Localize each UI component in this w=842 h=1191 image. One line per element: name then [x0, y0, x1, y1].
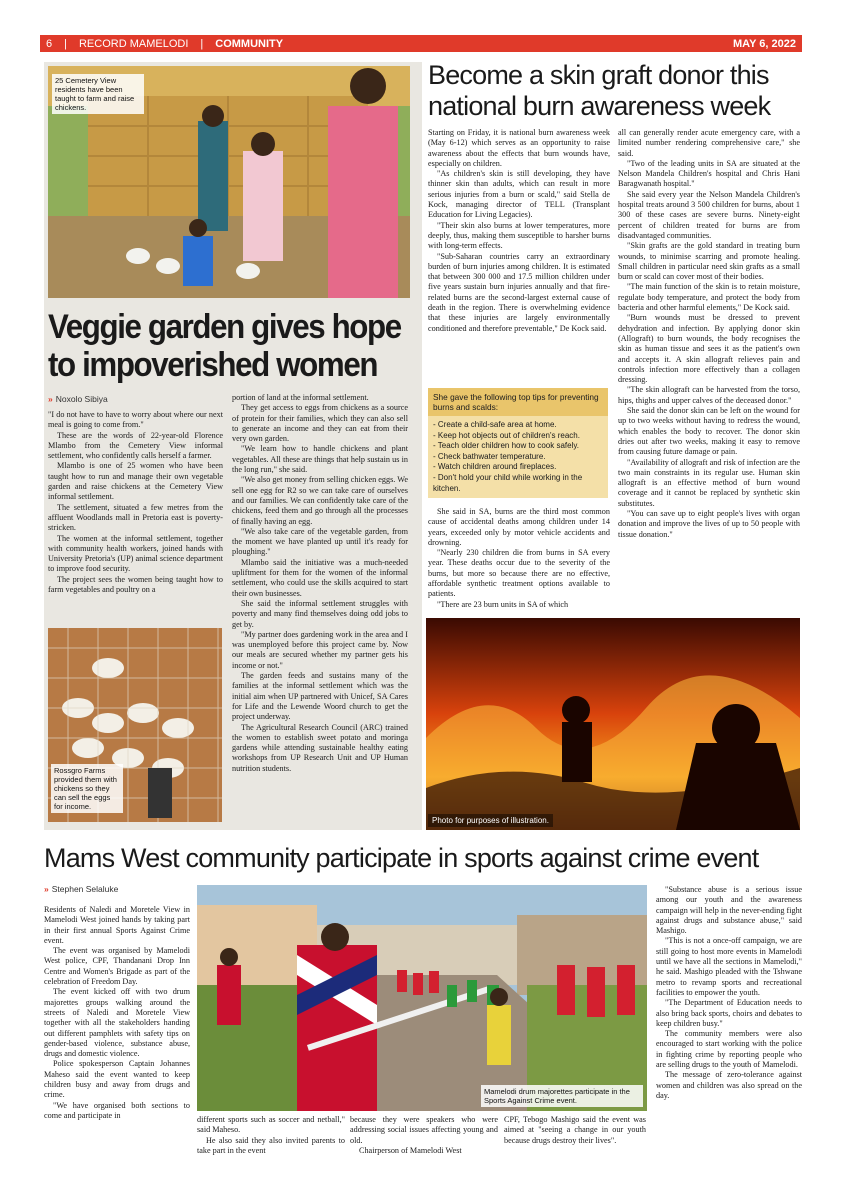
- tip-item: - Don't hold your child while working in the kitchen.: [433, 472, 583, 493]
- skin-column-1b: [428, 507, 610, 610]
- paragraph: The event was organised by Mamelodi West police, CPF, Thandanani Drop Inn Centre and Women's Brigade as part of the celebration of Freedom Day.: [44, 946, 190, 987]
- chicken-farm-photo: [48, 66, 410, 298]
- paragraph: "Availability of allograft and risk of infection are the two main constraints in its regular use. Human skin allograft is an effective method of burn wound coverage and it cannot be replaced by synthetic skin substitutes.: [618, 457, 800, 508]
- paragraph: "As children's skin is still developing, they have thinner skin than adults, which can result in more serious injuries from a burn or scald," said Stella de Kock, managing director of TELL (Transplant Education for Living Legacies).: [428, 169, 610, 220]
- paragraph: "We have organised both sections to come and participate in: [44, 1100, 190, 1120]
- skin-column-2: [618, 128, 800, 540]
- paragraph: "We also take care of the vegetable garden, from the moment we have planted up until it's ready for ploughing.": [232, 526, 408, 557]
- paragraph: "Nearly 230 children die from burns in SA every year. These deaths occur due to the severity of the burns, but more so because there are no effective, affordable synthetic treatment options available to patients.: [428, 548, 610, 599]
- veggie-column-2: [232, 393, 408, 774]
- paper-name: RECORD MAMELODI: [78, 37, 189, 50]
- paragraph: The women at the informal settlement, together with community health workers, joined hands with University Pretoria's (UP) animal science department to improve food security.: [48, 533, 223, 574]
- byline-arrow-icon: »: [44, 884, 49, 894]
- paragraph: Residents of Naledi and Moretele View in Mamelodi West joined hands by taking part in their first annual Sports Against Crime event.: [44, 905, 190, 945]
- paragraph: Chairperson of Mamelodi West: [359, 1145, 462, 1155]
- firefighter-photo: [426, 618, 800, 830]
- paragraph: "We also get money from selling chicken eggs. We sell one egg for R2 so we can take care of ourselves and our families. We can confidently take care of the chickens, feed them and go through all the processes of finally having an egg.: [232, 475, 408, 526]
- paragraph: "The skin allograft can be harvested from the torso, hips, thighs and upper calves of the deceased donor.": [618, 385, 800, 405]
- paragraph: She said the donor skin can be left on the wound for up to two weeks without having to redress the wound, which enables the body to recover. The donor skin dries out after two weeks, making it easy to remove from causing future damage or pain.: [618, 406, 800, 457]
- paragraph: "The Department of Education needs to also bring back sports, choirs and debates to keep children busy.": [656, 998, 802, 1028]
- veggie-column-1: [48, 410, 223, 595]
- paragraph: Mlambo is one of 25 women who have been taught how to run and manage their own vegetable garden and raise chickens at the Cemetery View informal settlement.: [48, 461, 223, 502]
- paragraph: Mlambo said the initiative was a much-needed upliftment for them for the women of the informal settlement, who could use the skills acquired to start their own businesses.: [232, 557, 408, 598]
- paragraph: He also said they also invited parents to take part in the event: [197, 1135, 345, 1155]
- paragraph: They get access to eggs from chickens as a source of protein for their families, which they can also sell to generate an income and they can eat from their very own garden.: [232, 403, 408, 444]
- paragraph: The Agricultural Research Council (ARC) trained the women to establish sweet potato and moringa gardens while attending sustainable healthy eating workshops from UP Research Unit and UP Human nutrition students.: [232, 722, 408, 773]
- burn-tips-box: [428, 388, 608, 498]
- paragraph: She said the informal settlement struggles with poverty and many find themselves doing odd jobs to get by.: [232, 598, 408, 629]
- paragraph: The message of zero-tolerance against women and children was also spread on the day.: [656, 1070, 802, 1100]
- paragraph: "Their skin also burns at lower temperatures, more deeply, thus, making them susceptible to harsher burns with long-term effects.: [428, 220, 610, 251]
- tip-item: - Keep hot objects out of children's reach.: [433, 430, 580, 440]
- firefighter-image: [426, 618, 800, 830]
- veggie-headline: Veggie garden gives hope to impoverished women: [48, 308, 401, 384]
- veggie-author: Noxolo Sibiya: [55, 394, 108, 404]
- paragraph: "There are 23 burn units in SA of which: [437, 599, 569, 609]
- sports-headline: Mams West community participate in sports against crime event: [44, 843, 759, 873]
- skin-column-1: [428, 128, 610, 334]
- paragraph: "My partner does gardening work in the area and I was unemployed before this project came by. Now our meals are secured whether my partner gets his income or not.": [232, 629, 408, 670]
- page-header: [40, 35, 802, 52]
- majorettes-caption: Mamelodi drum majorettes participate in the Sports Against Crime event.: [481, 1085, 643, 1107]
- tip-item: - Create a child-safe area at home.: [433, 420, 557, 429]
- sports-column-3: [350, 1115, 498, 1156]
- chicken-farm-caption: 25 Cemetery View residents have been taught to farm and raise chickens.: [52, 74, 144, 114]
- paragraph: because they were speakers who were addressing social issues affecting young and old.: [350, 1115, 498, 1145]
- sports-column-4: [504, 1115, 646, 1146]
- paragraph: The event kicked off with two drum majorettes groups walking around the streets of Naledi and Moretele View together with all the stakeholders handing out different pamphlets with safety tips on gender-based violence, substance abuse, drugs and domestic violence.: [44, 987, 190, 1059]
- skin-headline: Become a skin graft donor this national burn awareness week: [428, 60, 771, 121]
- header-sep: |: [64, 37, 67, 50]
- header-sep: |: [200, 37, 204, 50]
- paragraph: Police spokesperson Captain Johannes Maheso said the event wanted to keep children busy and away from drugs and crime.: [44, 1059, 190, 1100]
- paragraph: These are the words of 22-year-old Florence Mlambo from the Cemetery View informal settlement, who confidently calls herself a farmer.: [48, 430, 223, 461]
- tips-list: [428, 416, 608, 498]
- tips-title: She gave the following top tips for preventing burns and scalds:: [428, 388, 608, 416]
- paragraph: different sports such as soccer and netball," said Maheso.: [197, 1115, 345, 1135]
- paragraph: "Burn wounds must be dressed to prevent dehydration and infection. By applying donor skin (Allograft) to burn wounds, the body recognises the skin as human tissue and sees it as the patient's own and accepts it. A skin allograft relieves pain and controls infection more effectively than a collagen dressing.: [618, 313, 800, 385]
- paragraph: The community members were also encouraged to start working with the police in fighting crime by reporting people who are selling drugs to the youth of Mamelodi.: [656, 1029, 802, 1070]
- paragraph: all can generally render acute emergency care, with a limited number rendering comprehensive care," she said.: [618, 128, 800, 158]
- paragraph: "Skin grafts are the gold standard in treating burn wounds, to minimise scarring and promote healing. Small children in particular need skin grafts as a small burn or scald can cover most of their bodies.: [618, 241, 800, 282]
- paragraph: The garden feeds and sustains many of the families at the informal settlement which was the initial aim when UP partnered with Unicef, SA Cares for Life and the Lewende Woord church to get the project underway.: [232, 671, 408, 722]
- paragraph: "I do not have to have to worry about where our next meal is going to come from.": [48, 410, 223, 430]
- sports-column-2: [197, 1115, 345, 1156]
- paragraph: The project sees the women being taught how to farm vegetables and poultry on a: [48, 574, 223, 595]
- tip-item: - Teach older children how to cook safely.: [433, 441, 580, 451]
- byline-arrow-icon: »: [48, 394, 53, 404]
- tip-item: - Check bathwater temperature.: [433, 451, 546, 461]
- paragraph: CPF, Tebogo Mashigo said the event was aimed at "seeing a change in our youth because drugs destroy their lives".: [504, 1115, 646, 1145]
- paragraph: She said every year the Nelson Mandela Children's hospital treats around 3 500 children for burns, about 1 300 of these cases are severe burns. Ninety-eight percent of children treated for burns are from disadvantaged communities.: [618, 189, 800, 240]
- paragraph: Starting on Friday, it is national burn awareness week (May 6-12) which serves as an opportunity to raise awareness about the effects that burn wounds have, especially on children.: [428, 128, 610, 168]
- page-number: 6: [46, 37, 53, 50]
- issue-date: MAY 6, 2022: [733, 37, 796, 50]
- firefighter-caption: Photo for purposes of illustration.: [428, 814, 553, 827]
- veggie-byline: [48, 394, 108, 404]
- paragraph: The settlement, situated a few metres from the affluent Woodlands mall in Pretoria east is poverty-stricken.: [48, 502, 223, 533]
- tip-item: - Watch children around fireplaces.: [433, 462, 557, 472]
- sports-author: Stephen Selaluke: [51, 884, 119, 894]
- sports-column-5: [656, 885, 802, 1101]
- paragraph: portion of land at the informal settlement.: [232, 393, 369, 402]
- majorettes-photo: [197, 885, 647, 1111]
- paragraph: She said in SA, burns are the third most common cause of accidental deaths among children under 14 years, exceeded only by motor vehicle accidents and drowning.: [428, 507, 610, 547]
- chicken-cage-photo: [48, 628, 222, 822]
- paragraph: "Two of the leading units in SA are situated at the Nelson Mandela Children's hospital and Chris Hani Baragwanath hospital.": [618, 158, 800, 189]
- chicken-cage-caption: Rossgro Farms provided them with chickens so they can sell the eggs for income.: [51, 764, 123, 813]
- paragraph: "Sub-Saharan countries carry an extraordinary burden of burn injuries among children. It is estimated that between 300 000 and 17.5 million children under five years sustain burn injuries annually and that fire-related burns are the second-largest external cause of death in the region. There is overwhelming evidence that these injuries are largely environmentally conditioned and therefore preventable," De Kock said.: [428, 251, 610, 333]
- sports-column-1: [44, 905, 190, 1121]
- paragraph: "We learn how to handle chickens and plant vegetables. All these are things that help sustain us in the long run," she said.: [232, 444, 408, 475]
- paragraph: "Substance abuse is a serious issue among our youth and the awareness campaign will help in the never-ending fight against drugs and substance abuse," said Mashigo.: [656, 885, 802, 936]
- paragraph: "The main function of the skin is to retain moisture, regulate body temperature, and protect the body from bacteria and other harmful elements," De Kock said.: [618, 282, 800, 313]
- paragraph: "You can save up to eight people's lives with organ donation and improve the lives of up to 50 people with tissue donation.": [618, 508, 800, 539]
- sports-byline: [44, 884, 118, 894]
- majorettes-image: [197, 885, 647, 1111]
- paragraph: "This is not a once-off campaign, we are still going to host more events in Mamelodi until we have all the sections in Mamelodi," he said. Mashigo pleaded with the Tshwane metro to revamp sports and recreational facilities to empower the youth.: [656, 936, 802, 997]
- section-name: COMMUNITY: [215, 37, 284, 50]
